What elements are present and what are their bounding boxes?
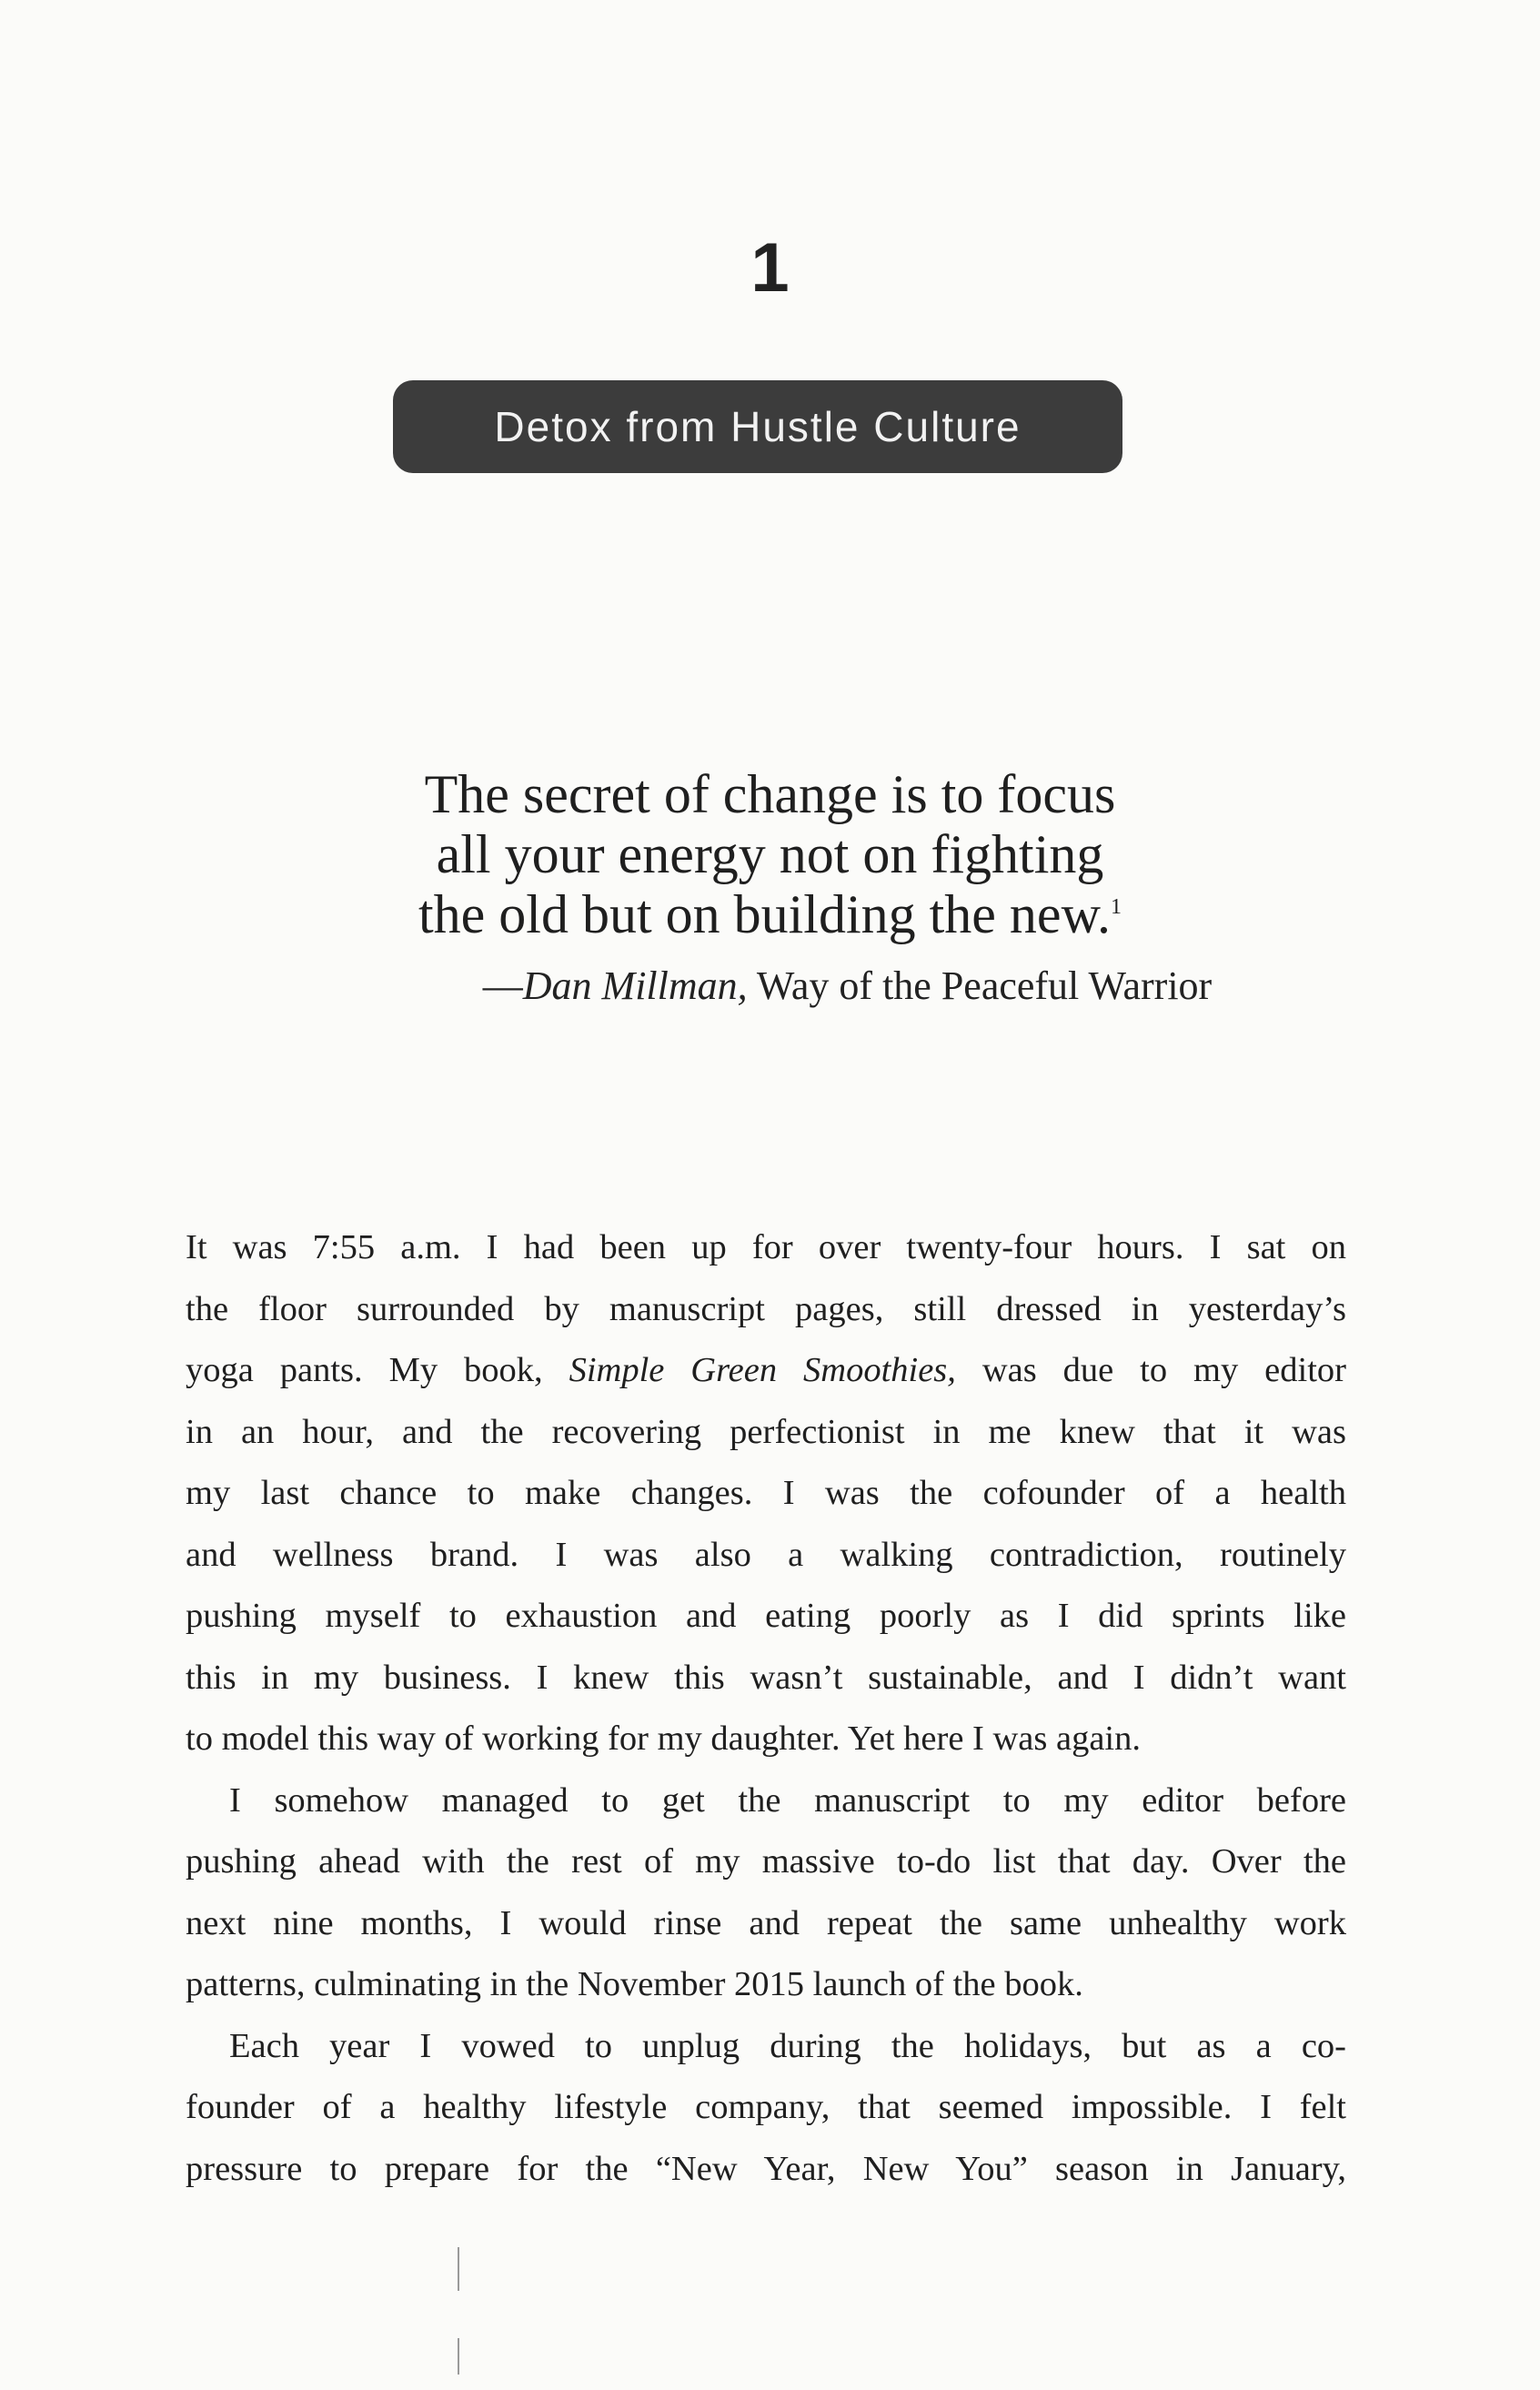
- text-line: pushing ahead with the rest of my massive to-do list that day. Over the: [186, 1842, 1346, 1881]
- scan-artifact: [458, 2338, 459, 2375]
- text-line: to model this way of working for my daughter. Yet here I was again.: [186, 1719, 1141, 1758]
- chapter-title-banner: [393, 380, 1122, 473]
- text-line: and wellness brand. I was also a walking contradiction, routinely: [186, 1535, 1346, 1574]
- text-run: yoga pants. My book,: [186, 1351, 569, 1389]
- chapter-title: Detox from Hustle Culture: [494, 403, 1022, 450]
- attribution-author: Dan Millman,: [522, 963, 748, 1008]
- text-line: I somehow managed to get the manuscript to my editor before: [229, 1780, 1346, 1820]
- chapter-number: 1: [750, 229, 790, 307]
- scan-artifact: [458, 2247, 459, 2291]
- text-line: pressure to prepare for the “New Year, New You” season in January,: [186, 2149, 1346, 2188]
- attribution-source: Way of the Peaceful Warrior: [747, 963, 1213, 1008]
- epigraph-line-3-text: the old but on building the new.: [418, 884, 1111, 944]
- epigraph-line-1: The secret of change is to focus: [424, 764, 1116, 824]
- book-title-italic: Simple Green Smoothies,: [569, 1351, 956, 1389]
- text-line: founder of a healthy lifestyle company, that seemed impossible. I felt: [186, 2088, 1346, 2126]
- epigraph: [0, 764, 1540, 1012]
- text-line: It was 7:55 a.m. I had been up for over twenty-four hours. I sat on: [186, 1228, 1346, 1266]
- text-line: the floor surrounded by manuscript pages, still dressed in yesterday’s: [186, 1289, 1346, 1328]
- text-line: next nine months, I would rinse and repeat the same unhealthy work: [186, 1903, 1346, 1942]
- text-line: [186, 1340, 1346, 1402]
- text-line: Each year I vowed to unplug during the holidays, but as a co-: [229, 2026, 1346, 2065]
- epigraph-line-3: [0, 884, 1540, 944]
- epigraph-attribution: [0, 961, 1540, 1012]
- text-run: was due to my editor: [955, 1351, 1346, 1389]
- footnote-marker: 1: [1111, 895, 1122, 919]
- epigraph-line-2: all your energy not on fighting: [436, 824, 1104, 884]
- text-line: my last chance to make changes. I was the cofounder of a health: [186, 1474, 1346, 1512]
- text-line: patterns, culminating in the November 2015 launch of the book.: [186, 1965, 1083, 2003]
- body-text: [186, 1217, 1346, 2200]
- text-line: this in my business. I knew this wasn’t sustainable, and I didn’t want: [186, 1658, 1346, 1697]
- paragraph-3: [186, 2016, 1346, 2201]
- paragraph-1: [186, 1217, 1346, 1770]
- text-line: in an hour, and the recovering perfectionist in me knew that it was: [186, 1412, 1346, 1451]
- paragraph-2: [186, 1770, 1346, 2016]
- text-line: pushing myself to exhaustion and eating poorly as I did sprints like: [186, 1597, 1346, 1635]
- attribution-dash: —: [482, 963, 523, 1008]
